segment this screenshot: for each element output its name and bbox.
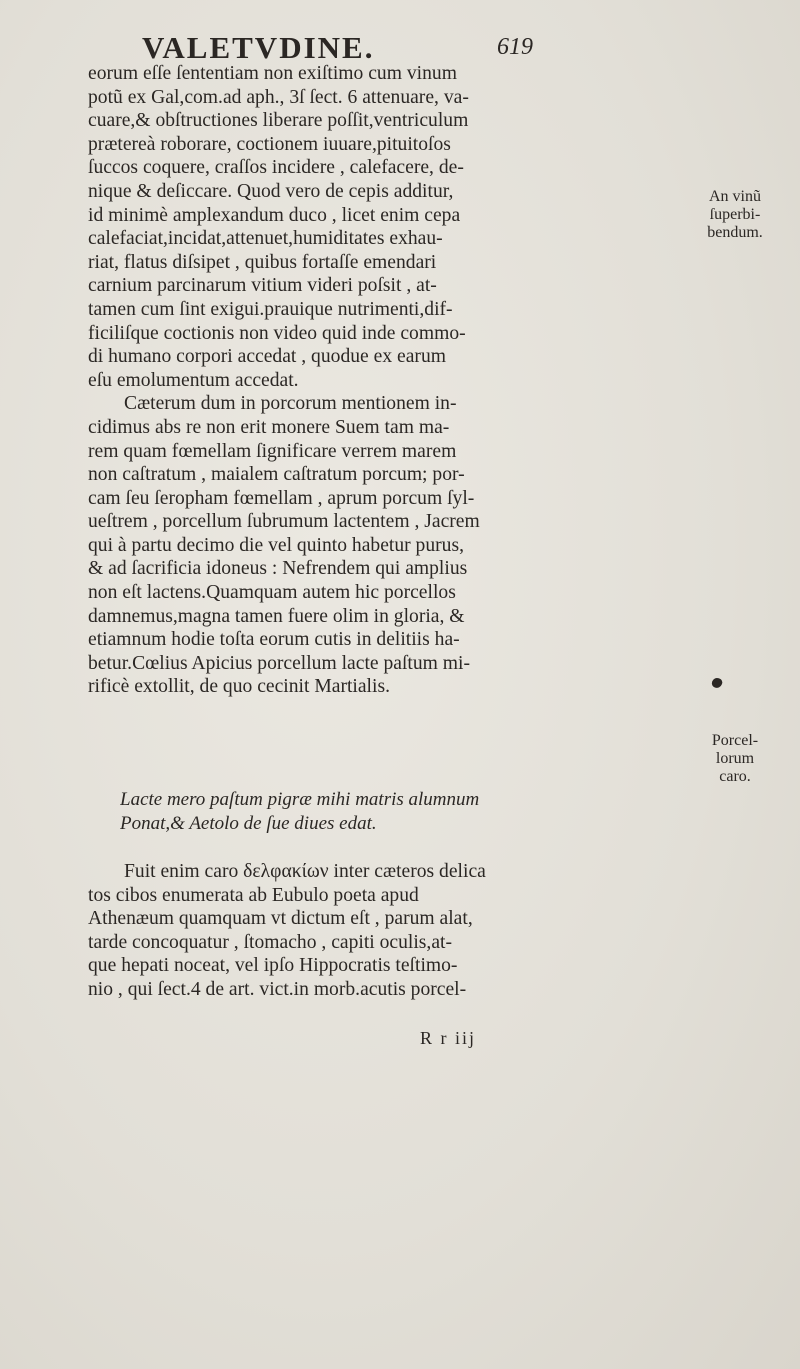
text-line: id minimè amplexandum duco , licet enim cepa xyxy=(88,204,461,226)
signature-mark: R r iij xyxy=(420,1028,477,1048)
text-line: tarde concoquatur , ſtomacho , capiti oculis,at- xyxy=(88,931,452,953)
text-line: etiamnum hodie toſta eorum cutis in delitiis ha- xyxy=(88,629,460,651)
text-line: nique & deſiccare. Quod vero de cepis additur, xyxy=(88,180,454,202)
margin-note-line: lorum xyxy=(715,750,755,767)
verse-line: Lacte mero paſtum pigræ mihi matris alumnum xyxy=(120,789,480,810)
text-line: di humano corpori accedat , quodue ex earum xyxy=(88,346,446,368)
text-line: ficiliſque coctionis non video quid inde commo- xyxy=(88,322,466,344)
text-line: que hepati noceat, vel ipſo Hippocratis teſtimo- xyxy=(88,955,458,977)
text-line: Fuit enim caro δελφακίων inter cæteros delica xyxy=(124,861,486,882)
text-line: eſu emolumentum accedat. xyxy=(88,369,299,391)
text-line: riat, flatus diſsipet , quibus fortaſſe emendari xyxy=(88,251,437,273)
text-line: Cæterum dum in porcorum mentionem in- xyxy=(124,393,457,415)
text-line: Athenæum quamquam vt dictum eſt , parum alat, xyxy=(88,908,473,930)
continuation-text-block xyxy=(88,860,588,1002)
text-line: nio , qui ſect.4 de art. vict.in morb.acutis porcel- xyxy=(88,978,467,1000)
main-text-block xyxy=(88,62,588,699)
margin-note-line: Porcel- xyxy=(711,732,759,749)
text-line: & ad ſacrificia idoneus : Nefrendem qui amplius xyxy=(88,558,468,580)
margin-note-line: An vinũ xyxy=(709,188,761,205)
text-line: carnium parcinarum vitium videri poſsit , at- xyxy=(88,275,437,297)
text-line: tos cibos enumerata ab Eubulo poeta apud xyxy=(88,884,419,906)
text-line: eorum eſſe ſententiam non exiſtimo cum vinum xyxy=(88,63,457,84)
margin-note-line: bendum. xyxy=(707,224,763,241)
text-line: betur.Cœlius Apicius porcellum lacte paſtum mi- xyxy=(88,652,471,674)
text-line: damnemus,magna tamen fuere olim in gloria, & xyxy=(88,605,465,627)
verse-quotation xyxy=(120,788,550,836)
page-number: 619 xyxy=(497,34,533,60)
verse-line: Ponat,& Aetolo de ſue diues edat. xyxy=(120,813,377,834)
text-line: rificè extollit, de quo cecinit Martialis. xyxy=(88,676,390,698)
text-line: ueſtrem , porcellum ſubrumum lactentem , Jacrem xyxy=(88,511,480,533)
margin-note-wine xyxy=(690,188,780,242)
text-line: non caſtratum , maialem caſtratum porcum; por- xyxy=(88,464,465,486)
text-line: prætereà roborare, coctionem iuuare,pituitoſos xyxy=(88,133,451,155)
margin-note-line: ſuperbi- xyxy=(709,206,761,223)
ink-blot xyxy=(711,677,724,690)
page-header xyxy=(142,30,582,64)
margin-note-line: caro. xyxy=(719,768,751,785)
text-line: rem quam fœmellam ſignificare verrem marem xyxy=(88,440,457,462)
text-line: qui à partu decimo die vel quinto habetur purus, xyxy=(88,534,464,556)
margin-note-piglets xyxy=(690,732,780,786)
text-line: cuare,& obſtructiones liberare poſſit,ventriculum xyxy=(88,110,469,132)
running-title: VALETVDINE. xyxy=(142,30,375,65)
text-line: potũ ex Gal,com.ad aph., 3ſ ſect. 6 attenuare, va- xyxy=(88,86,469,108)
text-line: tamen cum ſint exigui.prauique nutrimenti,dif- xyxy=(88,298,453,320)
text-line: calefaciat,incidat,attenuet,humiditates exhau- xyxy=(88,228,443,250)
text-line: ſuccos coquere, craſſos incidere , calefacere, de- xyxy=(88,157,464,179)
text-line: cam ſeu ſeropham fœmellam , aprum porcum ſyl- xyxy=(88,487,475,509)
text-line: non eſt lactens.Quamquam autem hic porcellos xyxy=(88,582,456,604)
text-line: cidimus abs re non erit monere Suem tam ma- xyxy=(88,416,450,438)
